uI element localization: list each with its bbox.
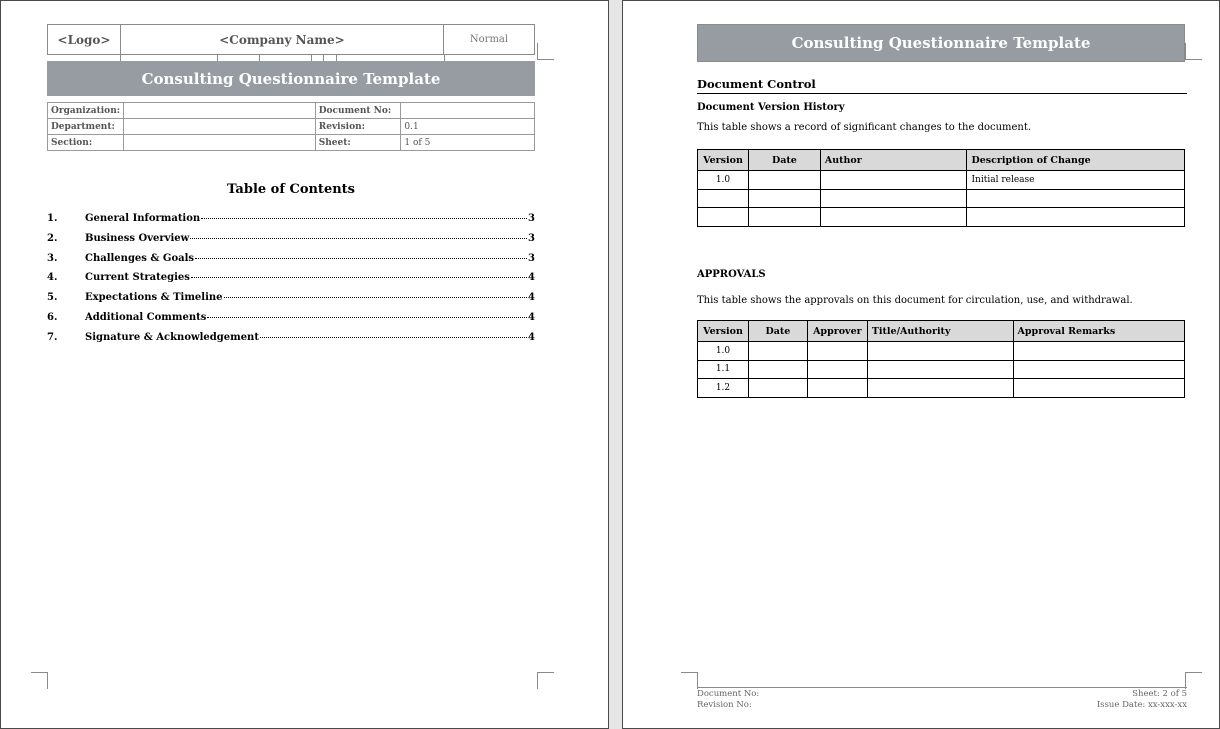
footer-document-no: Document No: (697, 689, 760, 699)
table-cell[interactable] (807, 342, 867, 361)
footer-issue-date: Issue Date: xx-xxx-xx (1096, 700, 1187, 710)
table-row (698, 379, 1185, 398)
table-cell[interactable] (748, 189, 820, 208)
toc-label[interactable]: Business Overview (85, 232, 190, 244)
toc-page: 3 (528, 213, 535, 224)
toc-label[interactable]: Additional Comments (85, 311, 207, 323)
table-row (698, 342, 1185, 361)
table-cell[interactable]: 1.2 (698, 379, 749, 398)
toc-leader (191, 277, 527, 278)
toc-page: 4 (528, 311, 535, 323)
version-history-table (697, 149, 1185, 227)
table-cell[interactable]: 1.0 (698, 171, 749, 190)
column-header: Description of Change (967, 150, 1185, 171)
toc-number: 4. (47, 272, 58, 284)
company-name: <Company Name> (121, 25, 444, 54)
table-cell[interactable] (867, 342, 1013, 361)
toc-entry[interactable] (47, 233, 535, 253)
toc-page: 3 (528, 252, 535, 264)
table-cell[interactable] (807, 379, 867, 398)
toc-number: 3. (47, 252, 58, 264)
column-header: Version (698, 321, 749, 342)
table-cell[interactable] (820, 189, 967, 208)
column-header: Date (748, 150, 820, 171)
approvals-heading: APPROVALS (697, 269, 766, 280)
table-cell[interactable] (1013, 360, 1184, 379)
column-header: Date (748, 321, 807, 342)
crop-mark (1185, 43, 1202, 60)
toc-title: Table of Contents (227, 182, 355, 197)
version-history-heading: Document Version History (697, 102, 845, 113)
toc-entry[interactable] (47, 272, 535, 292)
table-row (698, 208, 1185, 227)
table-cell[interactable] (807, 360, 867, 379)
version-history-description: This table shows a record of significant changes to the document. (697, 122, 1032, 133)
toc-leader (260, 337, 527, 338)
toc-number: 2. (47, 232, 58, 244)
section-label: Section: (48, 135, 124, 151)
sheet-value[interactable]: 1 of 5 (401, 135, 535, 151)
document-control-heading: Document Control (697, 77, 1187, 94)
table-cell[interactable] (698, 208, 749, 227)
approvals-description: This table shows the approvals on this document for circulation, use, and withdrawal. (697, 295, 1133, 306)
table-row (698, 360, 1185, 379)
table-cell[interactable]: 1.1 (698, 360, 749, 379)
crop-mark (537, 43, 554, 60)
sheet-label: Sheet: (315, 135, 401, 151)
page-gutter (609, 0, 622, 729)
document-title: Consulting Questionnaire Template (697, 24, 1185, 62)
crop-mark (31, 672, 48, 689)
organization-label: Organization: (48, 103, 124, 119)
crop-mark (537, 672, 554, 689)
column-header: Title/Authority (867, 321, 1013, 342)
footer-sheet: Sheet: 2 of 5 (1132, 689, 1187, 699)
toc-page: 4 (528, 292, 535, 304)
revision-value[interactable]: 0.1 (401, 119, 535, 135)
table-of-contents (47, 213, 535, 352)
toc-number: 5. (47, 292, 58, 304)
toc-leader (207, 317, 527, 318)
column-header: Author (820, 150, 967, 171)
toc-entry[interactable] (47, 292, 535, 312)
toc-page: 3 (528, 232, 535, 244)
toc-entry[interactable] (47, 312, 535, 332)
toc-entry[interactable] (47, 253, 535, 273)
department-label: Department: (48, 119, 124, 135)
page-footer (697, 687, 1187, 711)
table-cell[interactable] (748, 171, 820, 190)
toc-label[interactable]: Signature & Acknowledgement (85, 331, 259, 343)
section-value[interactable] (124, 135, 316, 151)
toc-leader (201, 218, 527, 219)
page-2 (622, 0, 1220, 729)
toc-label[interactable]: Current Strategies (85, 272, 190, 284)
table-cell[interactable] (967, 208, 1185, 227)
department-value[interactable] (124, 119, 316, 135)
document-no-label: Document No: (315, 103, 401, 119)
toc-label[interactable]: Expectations & Timeline (85, 292, 223, 304)
toc-page: 4 (528, 272, 535, 284)
organization-value[interactable] (124, 103, 316, 119)
revision-label: Revision: (315, 119, 401, 135)
crop-mark (681, 672, 698, 689)
page-1 (0, 0, 609, 729)
column-header: Approval Remarks (1013, 321, 1184, 342)
toc-number: 6. (47, 311, 58, 323)
table-row (698, 189, 1185, 208)
table-cell[interactable] (748, 379, 807, 398)
approvals-table (697, 320, 1185, 398)
table-cell[interactable] (867, 360, 1013, 379)
table-cell[interactable] (1013, 342, 1184, 361)
toc-label[interactable]: Challenges & Goals (85, 252, 195, 264)
toc-page: 4 (528, 331, 535, 343)
crop-mark (1185, 672, 1202, 689)
table-row (698, 171, 1185, 190)
footer-revision-no: Revision No: (697, 700, 752, 710)
column-header: Version (698, 150, 749, 171)
toc-number: 7. (47, 331, 58, 343)
table-cell[interactable]: Initial release (967, 171, 1185, 190)
table-cell[interactable] (698, 189, 749, 208)
toc-leader (224, 297, 527, 298)
document-info-table (47, 102, 535, 151)
table-cell[interactable]: 1.0 (698, 342, 749, 361)
table-cell[interactable] (820, 171, 967, 190)
document-title: Consulting Questionnaire Template (47, 61, 535, 96)
style-label: Normal (469, 34, 509, 45)
logo-placeholder: <Logo> (48, 25, 121, 54)
toc-entry[interactable] (47, 332, 535, 352)
table-cell[interactable] (967, 189, 1185, 208)
column-header: Approver (807, 321, 867, 342)
table-cell[interactable] (748, 342, 807, 361)
toc-number: 1. (47, 213, 58, 224)
table-cell[interactable] (748, 208, 820, 227)
toc-leader (190, 238, 527, 239)
table-cell[interactable] (1013, 379, 1184, 398)
document-no-value[interactable] (401, 103, 535, 119)
table-cell[interactable] (867, 379, 1013, 398)
toc-leader (195, 258, 527, 259)
page-header (47, 24, 535, 55)
table-cell[interactable] (748, 360, 807, 379)
toc-entry[interactable] (47, 213, 535, 233)
toc-label[interactable]: General Information (85, 213, 201, 224)
table-cell[interactable] (820, 208, 967, 227)
